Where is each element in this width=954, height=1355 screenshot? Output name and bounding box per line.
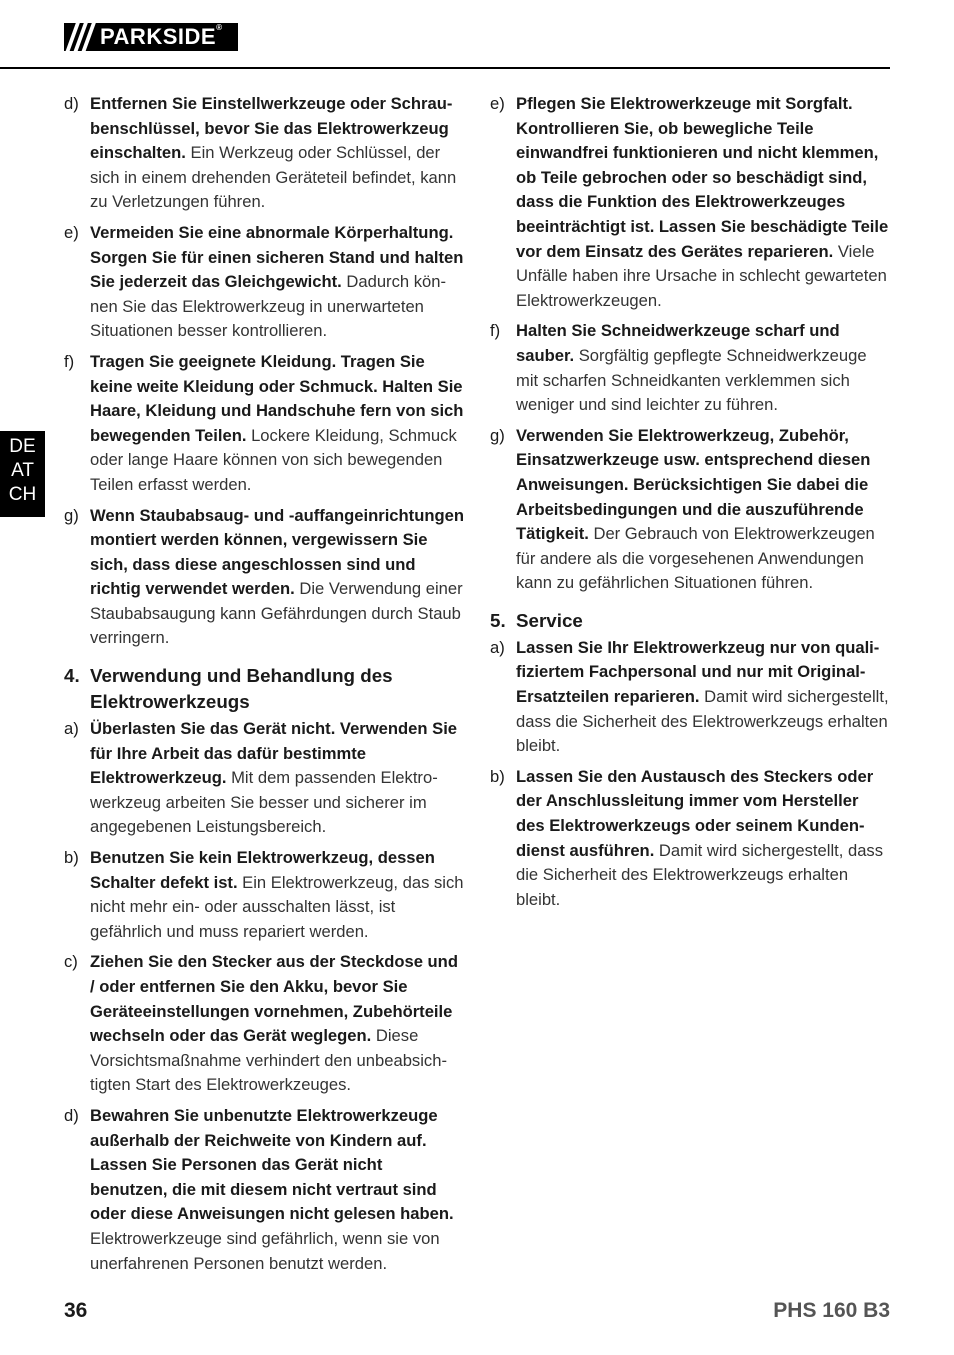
item-bold-text: Tragen Sie geeignete Kleidung. Tragen Sie keine weite Kleidung oder Schmuck. Halten Sie Haare, Kleidung und Handschuhe fern von sich bewegenden Teilen.: [90, 351, 464, 445]
list-item: [64, 92, 464, 215]
item-normal-text: Elektrowerkzeuge sind gefährlich, wenn sie von unerfahrenen Personen benutzt werden.: [90, 1228, 440, 1273]
item-text: [516, 765, 890, 913]
item-bold-text: Halten Sie Schneidwerkzeuge scharf und sauber.: [516, 321, 840, 365]
item-normal-text: Lockere Kleidung, Schmuck oder lange Haare können von sich bewegenden Teilen erfasst werden.: [90, 425, 457, 494]
logo-wordmark: PARKSIDE: [100, 24, 217, 49]
item-label: c): [64, 952, 78, 972]
list-item: [64, 717, 464, 840]
item-bold-text: Überlasten Sie das Gerät nicht. Verwenden Sie für Ihre Arbeit das dafür bestimmte Elektrowerkzeug.: [90, 719, 458, 788]
item-text: [90, 504, 464, 652]
language-tab: [0, 431, 45, 517]
list-item: [490, 319, 890, 417]
item-label: f): [490, 321, 501, 341]
list-item: [490, 765, 890, 913]
item-bold-text: Wenn Staubabsaug- und -auffangeinrichtungen montiert werden können, vergewissern Sie sich, dass diese angeschlossen sind und richtig verwendet werden.: [90, 505, 464, 599]
item-text: [90, 950, 464, 1098]
item-label: a): [64, 719, 79, 739]
section-heading: [64, 663, 464, 715]
item-label: g): [490, 425, 505, 445]
item-text: [516, 92, 890, 313]
item-bold-text: Benutzen Sie kein Elektrowerkzeug, dessen Schalter defekt ist.: [90, 848, 435, 892]
item-normal-text: Diese Vorsichtsmaßnahme verhindert den unbeabsichtigten Start des Elektrowerkzeuges.: [90, 1026, 447, 1095]
item-text: [90, 92, 464, 215]
registered-mark: ®: [216, 23, 223, 32]
model-number: PHS 160 B3: [773, 1299, 890, 1322]
item-normal-text: Der Gebrauch von Elektrowerkzeugen für andere als die vorgesehenen Anwendungen kann zu gefährlichen Situationen führen.: [516, 524, 875, 593]
item-text: [90, 221, 464, 344]
list-item: [64, 950, 464, 1098]
section-number: 5.: [490, 609, 506, 631]
logo-text: [98, 23, 238, 51]
item-bold-text: Ziehen Sie den Stecker aus der Steckdose und / oder entfernen Sie den Akku, bevor Sie Geräteeinstellungen vornehmen, Zubehörteile wechseln oder das Gerät weglegen.: [90, 952, 458, 1046]
header-rule: [0, 67, 890, 69]
item-label: f): [64, 351, 75, 371]
item-normal-text: Damit wird sichergestellt, dass die Sicherheit des Elektrowerkzeugs erhalten bleibt.: [516, 840, 884, 909]
item-label: e): [490, 94, 505, 113]
item-label: b): [64, 848, 79, 868]
item-normal-text: Ein Werkzeug oder Schlüssel, der sich in einem drehenden Geräteteil befindet, kann zu Verletzungen führen.: [90, 143, 457, 212]
right-column: [490, 92, 890, 918]
section-heading: [490, 608, 890, 634]
item-label: d): [64, 1105, 79, 1125]
item-text: [516, 319, 890, 417]
section-title: Service: [516, 609, 583, 631]
item-bold-text: Pflegen Sie Elektrowerkzeuge mit Sorgfalt. Kontrollieren Sie, ob bewegliche Teile einwandfrei funktionieren und nicht klemmen, ob Teile gebrochen oder so beschädigt sind, dass die Funktion des Elektrowerkzeuges beeinträchtigt ist. Lassen Sie beschädigte Teile vor dem Einsatz des Gerätes reparieren.: [516, 94, 889, 261]
item-text: [90, 717, 464, 840]
page-number: 36: [64, 1299, 88, 1322]
lang-de: DE: [9, 436, 36, 457]
item-bold-text: Lassen Sie den Austausch des Steckers oder der Anschlussleitung immer vom Hersteller des Elektrowerkzeugs oder seinem Kundendienst ausführen.: [516, 766, 874, 860]
item-text: [516, 636, 890, 759]
list-item: [64, 846, 464, 944]
item-normal-text: Sorgfältig gepflegte Schneidwerkzeuge mit scharfen Schneidkanten verklemmen sich weniger und sind leichter zu führen.: [516, 345, 867, 415]
item-text: [90, 1104, 464, 1276]
item-bold-text: Lassen Sie Ihr Elektrowerkzeug nur von qualifiziertem Fachpersonal und nur mit Original-Ersatzteilen reparieren.: [516, 637, 880, 707]
item-normal-text: Dadurch können Sie das Elektrowerkzeug in unerwarteten Situationen besser kontrollieren.: [90, 272, 446, 341]
item-normal-text: Ein Elektrowerkzeug, das sich nicht mehr ein- oder ausschalten lässt, ist gefährlich und muss repariert werden.: [90, 872, 464, 941]
item-normal-text: Mit dem passenden Elektrowerkzeug arbeiten Sie besser und sicherer im angegebenen Leistungsbereich.: [90, 768, 438, 837]
item-normal-text: Viele Unfälle haben ihre Ursache in schlecht gewarteten Elektrowerkzeugen.: [516, 241, 887, 310]
item-label: b): [490, 766, 505, 786]
list-item: [490, 424, 890, 596]
lang-ch: CH: [8, 484, 37, 505]
item-bold-text: Vermeiden Sie eine abnormale Körperhaltung. Sorgen Sie für einen sicheren Stand und halten Sie jederzeit das Gleichgewicht.: [90, 222, 464, 292]
item-bold-text: Verwenden Sie Elektrowerkzeug, Zubehör, Einsatzwerkzeuge usw. entsprechend diesen Anweisungen. Berücksichtigen Sie dabei die Arbeitsbedingungen und die auszuführende Tätigkeit.: [516, 425, 871, 544]
item-bold-text: Entfernen Sie Einstellwerkzeuge oder Schraubenschlüssel, bevor Sie das Elektrowerkzeug einschalten.: [90, 94, 453, 163]
item-text: [516, 424, 890, 596]
item-text: [90, 846, 464, 944]
item-label: a): [490, 637, 505, 657]
logo-slashes-icon: [64, 23, 98, 51]
item-normal-text: Die Verwendung einer Staubabsaugung kann Gefährdungen durch Staub verringern.: [90, 579, 463, 648]
lang-at: AT: [11, 460, 34, 481]
list-item: [64, 221, 464, 344]
left-column: [64, 92, 464, 1282]
list-item: [490, 92, 890, 313]
list-item: [64, 504, 464, 652]
item-label: g): [64, 505, 79, 525]
list-item: [64, 1104, 464, 1276]
list-item: [490, 636, 890, 759]
section-title: Verwendung und Behandlung des Elektrowerkzeugs: [90, 665, 393, 713]
section-number: 4.: [64, 665, 80, 687]
item-text: [90, 350, 464, 498]
item-normal-text: Damit wird sichergestellt, dass die Sicherheit des Elektrowerkzeugs erhalten bleibt.: [516, 687, 889, 756]
list-item: [64, 350, 464, 498]
item-label: d): [64, 94, 79, 113]
parkside-logo: [64, 23, 238, 51]
item-label: e): [64, 222, 79, 242]
item-bold-text: Bewahren Sie unbenutzte Elektrowerkzeuge außerhalb der Reichweite von Kindern auf. Lassen Sie Personen das Gerät nicht benutzen, die mit diesem nicht vertraut sind oder diese Anweisungen nicht gelesen haben.: [90, 1105, 454, 1224]
